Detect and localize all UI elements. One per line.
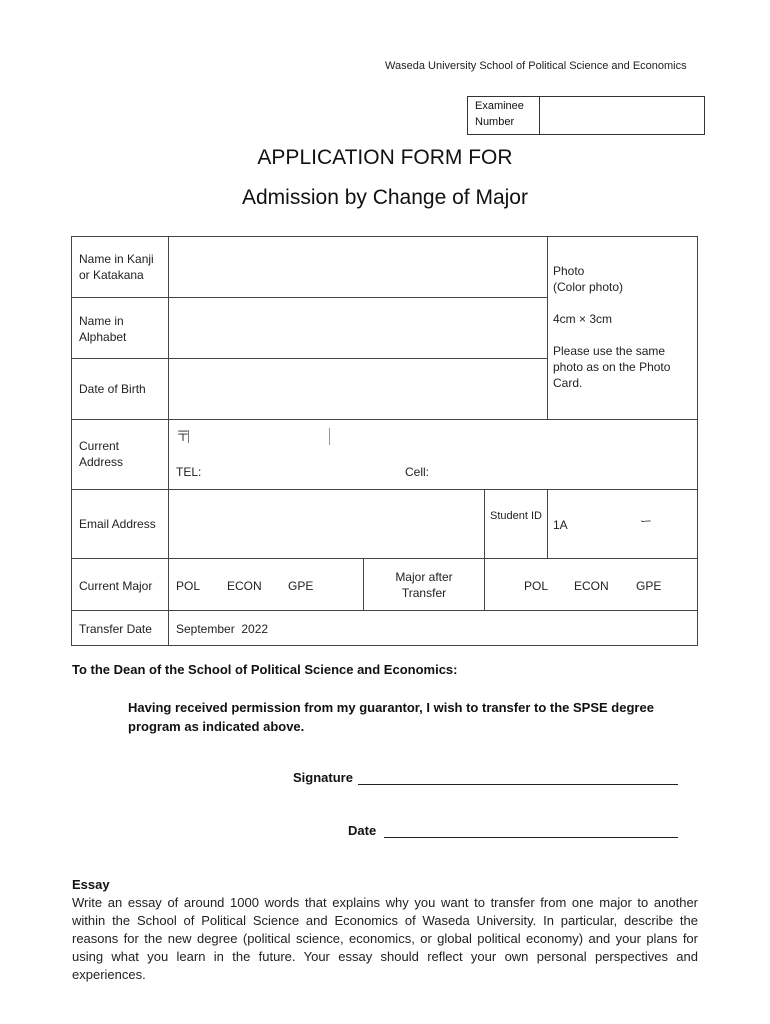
current-major-option-pol[interactable]: POL: [176, 579, 201, 593]
name-kanji-label: Name in Kanji or Katakana: [79, 252, 154, 282]
student-id-dash: ー: [640, 514, 653, 528]
dean-address: To the Dean of the School of Political Science and Economics:: [72, 662, 458, 677]
date-field[interactable]: [384, 837, 678, 838]
essay-heading: Essay: [72, 877, 110, 892]
examinee-number-label: Examinee Number: [468, 97, 540, 134]
signature-label: Signature: [293, 770, 353, 785]
tel-label: TEL:: [176, 465, 202, 479]
signature-field[interactable]: [358, 784, 678, 785]
transfer-date-label: Transfer Date: [79, 622, 152, 636]
dob-field[interactable]: [169, 359, 546, 419]
postal-mark-icon: 〒: [176, 428, 190, 444]
major-after-label: Major after Transfer: [395, 570, 453, 600]
current-major-label: Current Major: [79, 579, 153, 593]
form-subtitle: Admission by Change of Major: [242, 186, 528, 209]
student-id-label: Student ID: [490, 510, 542, 522]
date-label: Date: [348, 823, 377, 838]
current-major-option-gpe[interactable]: GPE: [288, 579, 314, 593]
transfer-date-value: September 2022: [176, 622, 269, 636]
name-alphabet-label: Name in Alphabet: [79, 314, 127, 344]
examinee-number-box: [467, 96, 705, 135]
major-after-option-gpe[interactable]: GPE: [636, 579, 662, 593]
address-divider: [329, 428, 330, 445]
major-after-option-pol[interactable]: POL: [524, 579, 549, 593]
name-kanji-field[interactable]: [169, 237, 546, 297]
essay-instructions: Write an essay of around 1000 words that explains why you want to transfer from one major to another within the School of Political Science and Economics of Waseda University. In particular, describe the reasons for the new degree (political science, economics, or global political economy) and your plans for using what you learn in the future. Your essay should reflect your own personal perspectives and experiences.: [72, 895, 698, 982]
application-table: [71, 236, 698, 646]
form-title: APPLICATION FORM FOR: [257, 146, 513, 169]
university-name: Waseda University School of Political Science and Economics: [385, 60, 687, 72]
postal-code-field[interactable]: [188, 430, 189, 443]
examinee-number-field[interactable]: [542, 97, 702, 134]
permission-statement: Having received permission from my guarantor, I wish to transfer to the SPSE degree program as indicated above.: [128, 700, 654, 734]
dob-label: Date of Birth: [79, 382, 146, 396]
email-label: Email Address: [79, 517, 156, 531]
email-field[interactable]: [169, 490, 483, 558]
address-label: Current Address: [79, 439, 124, 469]
name-alphabet-field[interactable]: [169, 298, 546, 358]
cell-label: Cell:: [405, 465, 430, 479]
student-id-prefix: 1A: [553, 518, 568, 532]
major-after-option-econ[interactable]: ECON: [574, 579, 609, 593]
current-major-option-econ[interactable]: ECON: [227, 579, 262, 593]
photo-instructions: Photo (Color photo) 4cm × 3cm Please use the same photo as on the Photo Card.: [553, 264, 671, 390]
